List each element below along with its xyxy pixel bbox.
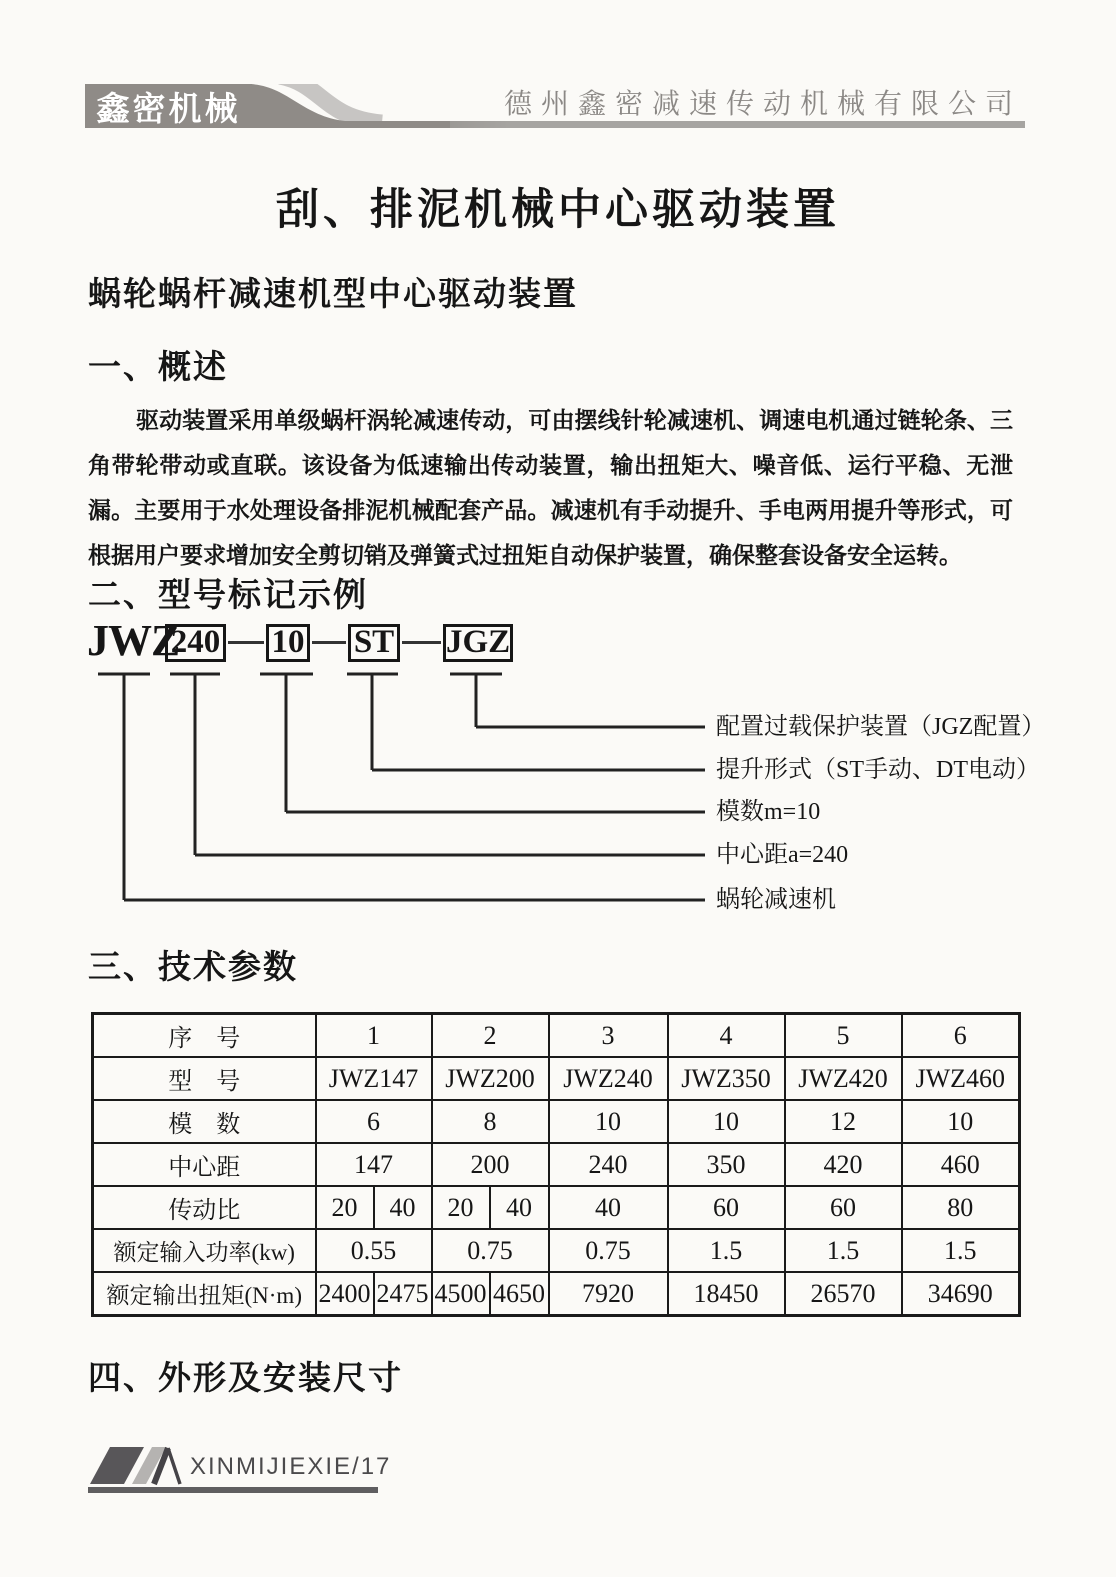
table-cell: 60 xyxy=(668,1186,785,1229)
table-cell: 147 xyxy=(316,1143,432,1186)
table-cell: 1.5 xyxy=(902,1229,1020,1272)
table-cell: 5 xyxy=(785,1014,902,1058)
row-label: 额定输入功率(kw) xyxy=(93,1229,316,1272)
table-cell: 10 xyxy=(668,1100,785,1143)
footer-text: XINMIJIEXIE/17 xyxy=(190,1453,392,1480)
table-cell: 3 xyxy=(549,1014,668,1058)
model-segment-protection: JGZ xyxy=(443,624,513,662)
model-dash xyxy=(312,641,346,644)
table-cell: 2400 xyxy=(316,1272,374,1316)
section-heading-tech-params: 三、技术参数 xyxy=(88,950,298,986)
model-designation xyxy=(0,618,1116,666)
table-cell: 2475 xyxy=(374,1272,432,1316)
table-cell: 10 xyxy=(549,1100,668,1143)
table-cell: 26570 xyxy=(785,1272,902,1316)
table-row xyxy=(93,1014,1020,1058)
table-cell: 460 xyxy=(902,1143,1020,1186)
table-cell: 7920 xyxy=(549,1272,668,1316)
table-cell: 0.75 xyxy=(432,1229,549,1272)
header-rule xyxy=(395,121,1025,128)
table-cell: 6 xyxy=(902,1014,1020,1058)
callout-label-module: 模数m=10 xyxy=(716,799,821,825)
company-name: 德州鑫密减速传动机械有限公司 xyxy=(503,88,1022,119)
overview-paragraph: 驱动装置采用单级蜗杆涡轮减速传动，可由摆线针轮减速机、调速电机通过链轮条、三角带轮带动或直联。该设备为低速输出传动装置，输出扭矩大、噪音低、运行平稳、无泄漏。主要用于水处理设备排泥机械配套产品。减速机有手动提升、手电两用提升等形式，可根据用户要求增加安全剪切销及弹簧式过扭矩自动保护装置，确保整套设备安全运转。 xyxy=(88,408,1013,568)
callout-lines xyxy=(0,670,1116,915)
row-label: 型 号 xyxy=(93,1057,316,1100)
table-row xyxy=(93,1100,1020,1143)
table-cell: JWZ147 xyxy=(316,1057,432,1100)
footer-logo-icon xyxy=(88,1444,193,1488)
table-cell: 4650 xyxy=(490,1272,549,1316)
callout-label-center-distance: 中心距a=240 xyxy=(716,842,849,868)
logo-swoosh-icon xyxy=(250,84,450,128)
table-cell: 240 xyxy=(549,1143,668,1186)
table-cell: 18450 xyxy=(668,1272,785,1316)
table-row xyxy=(93,1229,1020,1272)
table-row xyxy=(93,1186,1020,1229)
section-heading-overview: 一、概述 xyxy=(88,350,228,386)
row-label: 中心距 xyxy=(93,1143,316,1186)
table-cell: JWZ200 xyxy=(432,1057,549,1100)
table-cell: 34690 xyxy=(902,1272,1020,1316)
table-cell: 350 xyxy=(668,1143,785,1186)
table-cell: 2 xyxy=(432,1014,549,1058)
model-segment-module: 10 xyxy=(266,624,310,662)
table-cell: 1.5 xyxy=(785,1229,902,1272)
row-label: 序 号 xyxy=(93,1014,316,1058)
table-cell: 6 xyxy=(316,1100,432,1143)
table-cell: 200 xyxy=(432,1143,549,1186)
table-cell: JWZ420 xyxy=(785,1057,902,1100)
row-label: 额定输出扭矩(N·m) xyxy=(93,1272,316,1316)
section-heading-dimensions: 四、外形及安装尺寸 xyxy=(88,1361,403,1397)
table-cell: 0.55 xyxy=(316,1229,432,1272)
brand-logo-text: 鑫密机械 xyxy=(96,89,241,127)
callout-label-lift: 提升形式（ST手动、DT电动） xyxy=(716,757,1040,783)
table-cell: 20 xyxy=(316,1186,374,1229)
table-cell: 20 xyxy=(432,1186,490,1229)
table-cell: 60 xyxy=(785,1186,902,1229)
row-label: 传动比 xyxy=(93,1186,316,1229)
brand-logo xyxy=(85,84,252,128)
table-cell: 10 xyxy=(902,1100,1020,1143)
table-cell: 4500 xyxy=(432,1272,490,1316)
page-subtitle: 蜗轮蜗杆减速机型中心驱动装置 xyxy=(88,277,578,313)
table-cell: JWZ350 xyxy=(668,1057,785,1100)
page-title: 刮、排泥机械中心驱动装置 xyxy=(276,187,840,234)
callout-label-reducer: 蜗轮减速机 xyxy=(716,887,836,913)
tech-params-table xyxy=(91,1012,1021,1317)
table-cell: 40 xyxy=(490,1186,549,1229)
table-cell: 1 xyxy=(316,1014,432,1058)
table-row xyxy=(93,1143,1020,1186)
row-label: 模 数 xyxy=(93,1100,316,1143)
table-cell: 80 xyxy=(902,1186,1020,1229)
table-cell: JWZ460 xyxy=(902,1057,1020,1100)
footer-rule xyxy=(88,1487,378,1493)
table-cell: 40 xyxy=(374,1186,432,1229)
model-segment-center-distance: 240 xyxy=(165,624,226,662)
section-heading-model-example: 二、型号标记示例 xyxy=(88,578,368,614)
model-dash xyxy=(402,641,441,644)
table-cell: 1.5 xyxy=(668,1229,785,1272)
table-cell: 8 xyxy=(432,1100,549,1143)
table-cell: 420 xyxy=(785,1143,902,1186)
model-prefix: JWZ xyxy=(87,616,180,665)
table-row xyxy=(93,1272,1020,1316)
table-cell: JWZ240 xyxy=(549,1057,668,1100)
model-segment-lift-type: ST xyxy=(348,624,400,662)
table-row xyxy=(93,1057,1020,1100)
table-cell: 4 xyxy=(668,1014,785,1058)
table-cell: 40 xyxy=(549,1186,668,1229)
model-dash xyxy=(228,641,264,644)
callout-label-jgz: 配置过载保护装置（JGZ配置） xyxy=(716,714,1046,740)
table-cell: 0.75 xyxy=(549,1229,668,1272)
table-cell: 12 xyxy=(785,1100,902,1143)
